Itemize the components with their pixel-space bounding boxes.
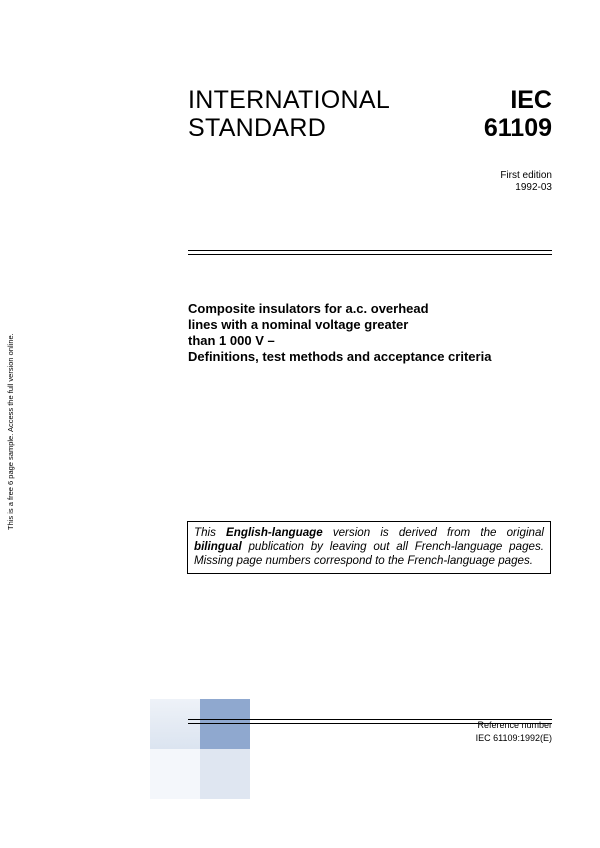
document-title-line: Composite insulators for a.c. overhead: [188, 301, 429, 316]
notice-bold-english: English-language: [226, 526, 323, 539]
document-title-line: than 1 000 V –: [188, 333, 275, 348]
side-note-text: This is a free 6 page sample. Access the full version online.: [6, 333, 15, 530]
reference-label: Reference number: [477, 720, 552, 730]
notice-text: This: [194, 526, 227, 539]
standard-number: 61109: [483, 114, 552, 142]
standard-type: [188, 86, 390, 142]
notice-text: publication by leaving out all French-language pages. Missing page numbers correspond to the French-language pages.: [194, 540, 544, 567]
notice-bold-bilingual: bilingual: [194, 540, 242, 553]
top-divider: [188, 250, 552, 255]
language-notice-box: [187, 521, 551, 574]
standard-org: IEC: [510, 86, 552, 114]
reference-value: IEC 61109:1992(E): [475, 733, 552, 743]
document-title-line: Definitions, test methods and acceptance criteria: [188, 349, 492, 364]
edition-date: 1992-03: [515, 182, 552, 193]
decor-block: [150, 749, 200, 799]
decor-block: [200, 699, 250, 749]
edition-label: First edition: [500, 170, 552, 181]
standard-id: [484, 86, 552, 142]
side-note: [6, 333, 16, 530]
decorative-blocks: [150, 699, 250, 799]
notice-text: version is derived from the original: [322, 526, 544, 539]
reference-number: [476, 719, 552, 745]
decor-block: [150, 699, 200, 749]
document-title: [188, 301, 558, 365]
decor-block: [200, 749, 250, 799]
standard-type-line1: INTERNATIONAL: [188, 86, 391, 114]
document-title-line: lines with a nominal voltage greater: [188, 317, 409, 332]
standard-type-line2: STANDARD: [188, 114, 327, 142]
edition-info: [500, 170, 552, 194]
